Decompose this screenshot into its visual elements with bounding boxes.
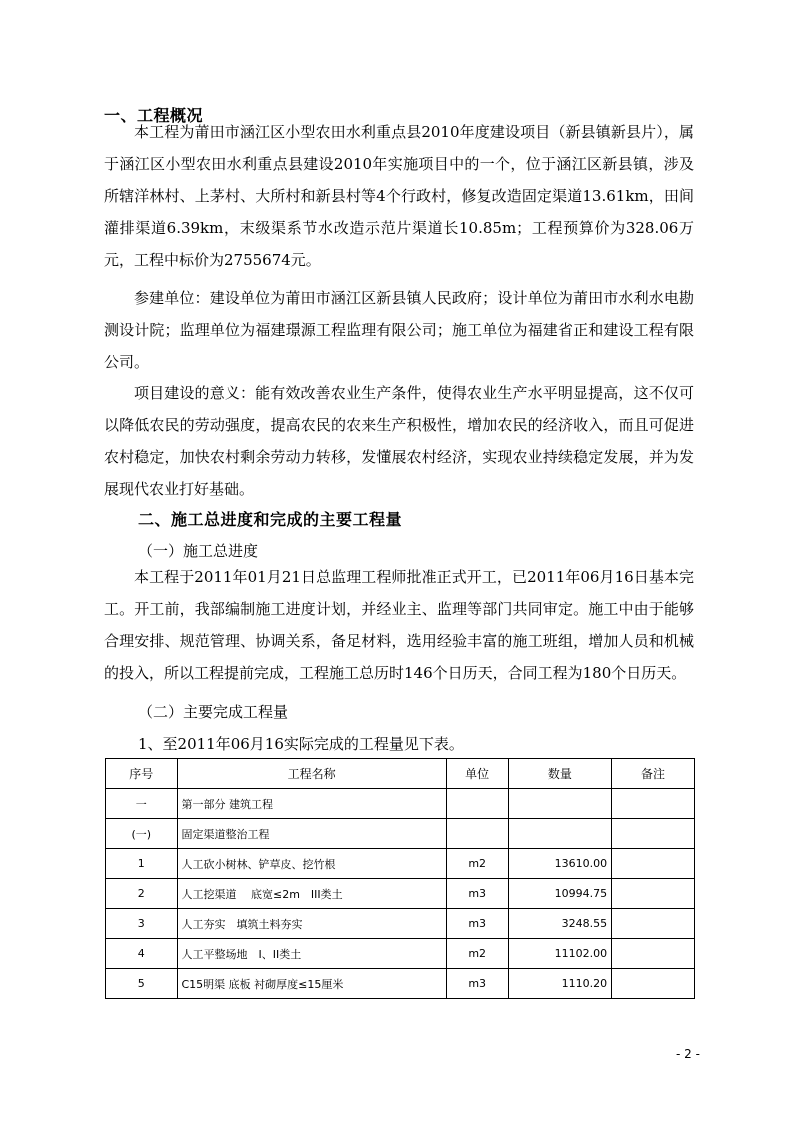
cell-name: 人工平整场地 I、II类土	[177, 939, 446, 969]
cell-no: 5	[106, 969, 178, 999]
table-row	[106, 879, 695, 909]
cell-name: 人工挖渠道 底宽≤2m III类土	[177, 879, 446, 909]
cell-quantity: 13610.00	[508, 849, 612, 879]
section-heading-overview: 一、工程概况	[104, 106, 204, 125]
cell-no: 3	[106, 909, 178, 939]
table-row	[106, 849, 695, 879]
cell-quantity	[508, 819, 612, 849]
cell-unit	[446, 789, 508, 819]
schedule-paragraph: 本工程于2011年01月21日总监理工程师批准正式开工，已2011年06月16日基本完工。开工前，我部编制施工进度计划，并经业主、监理等部门共同审定。施工中由于能够合理安排、规范管理、协调关系，备足材料，选用经验丰富的施工班组，增加人员和机械的投入，所以工程提前完成，工程施工总历时146个日历天，合同工程为180个日历天。	[104, 568, 694, 682]
table-row	[106, 939, 695, 969]
table-row	[106, 789, 695, 819]
table-header-row	[106, 759, 695, 789]
cell-remark	[612, 909, 695, 939]
cell-quantity: 10994.75	[508, 879, 612, 909]
cell-remark	[612, 819, 695, 849]
cell-remark	[612, 849, 695, 879]
cell-unit	[446, 819, 508, 849]
cell-unit: m3	[446, 909, 508, 939]
header-no: 序号	[106, 759, 178, 789]
participants-paragraph: 参建单位：建设单位为莆田市涵江区新县镇人民政府；设计单位为莆田市水利水电勘测设计院；监理单位为福建璟源工程监理有限公司；施工单位为福建省正和建设工程有限公司。	[104, 289, 694, 371]
subheading-quantities: （二）主要完成工程量	[138, 703, 289, 721]
significance-paragraph: 项目建设的意义：能有效改善农业生产条件，使得农业生产水平明显提高，这不仅可以降低农民的劳动强度，提高农民的农来生产积极性，增加农民的经济收入，而且可促进农村稳定，加快农村剩余劳动力转移，发懂展农村经济，实现农业持续稳定发展，并为发展现代农业打好基础。	[104, 384, 694, 498]
cell-name: 人工夯实 填筑土料夯实	[177, 909, 446, 939]
cell-unit: m2	[446, 939, 508, 969]
cell-quantity: 11102.00	[508, 939, 612, 969]
cell-remark	[612, 939, 695, 969]
quantities-table	[105, 758, 695, 999]
cell-quantity	[508, 789, 612, 819]
cell-unit: m3	[446, 969, 508, 999]
cell-no: 1	[106, 849, 178, 879]
cell-name: 第一部分 建筑工程	[177, 789, 446, 819]
cell-remark	[612, 789, 695, 819]
cell-quantity: 3248.55	[508, 909, 612, 939]
table-row	[106, 969, 695, 999]
table-intro: 1、至2011年06月16实际完成的工程量见下表。	[138, 735, 464, 753]
table-row	[106, 909, 695, 939]
cell-name: C15明渠 底板 衬砌厚度≤15厘米	[177, 969, 446, 999]
header-remark: 备注	[612, 759, 695, 789]
cell-name: 固定渠道整治工程	[177, 819, 446, 849]
page-number: - 2 -	[676, 1047, 700, 1061]
table-row	[106, 819, 695, 849]
header-unit: 单位	[446, 759, 508, 789]
cell-no: 一	[106, 789, 178, 819]
subheading-schedule: （一）施工总进度	[138, 542, 259, 560]
cell-unit: m2	[446, 849, 508, 879]
overview-paragraph: 本工程为莆田市涵江区小型农田水利重点县2010年度建设项目（新县镇新县片），属于涵江区小型农田水利重点县建设2010年实施项目中的一个，位于涵江区新县镇，涉及所辖洋林村、上茅村、大所村和新县村等4个行政村，修复改造固定渠道13.61km，田间灌排渠道6.39km，末级渠系节水改造示范片渠道长10.85m；工程预算价为328.06万元，工程中标价为2755674元。	[104, 123, 694, 269]
header-quantity: 数量	[508, 759, 612, 789]
header-name: 工程名称	[177, 759, 446, 789]
cell-no: 2	[106, 879, 178, 909]
cell-name: 人工砍小树林、铲草皮、挖竹根	[177, 849, 446, 879]
section-heading-progress: 二、施工总进度和完成的主要工程量	[138, 510, 403, 529]
cell-unit: m3	[446, 879, 508, 909]
cell-no: (一)	[106, 819, 178, 849]
cell-quantity: 1110.20	[508, 969, 612, 999]
cell-remark	[612, 879, 695, 909]
cell-remark	[612, 969, 695, 999]
cell-no: 4	[106, 939, 178, 969]
